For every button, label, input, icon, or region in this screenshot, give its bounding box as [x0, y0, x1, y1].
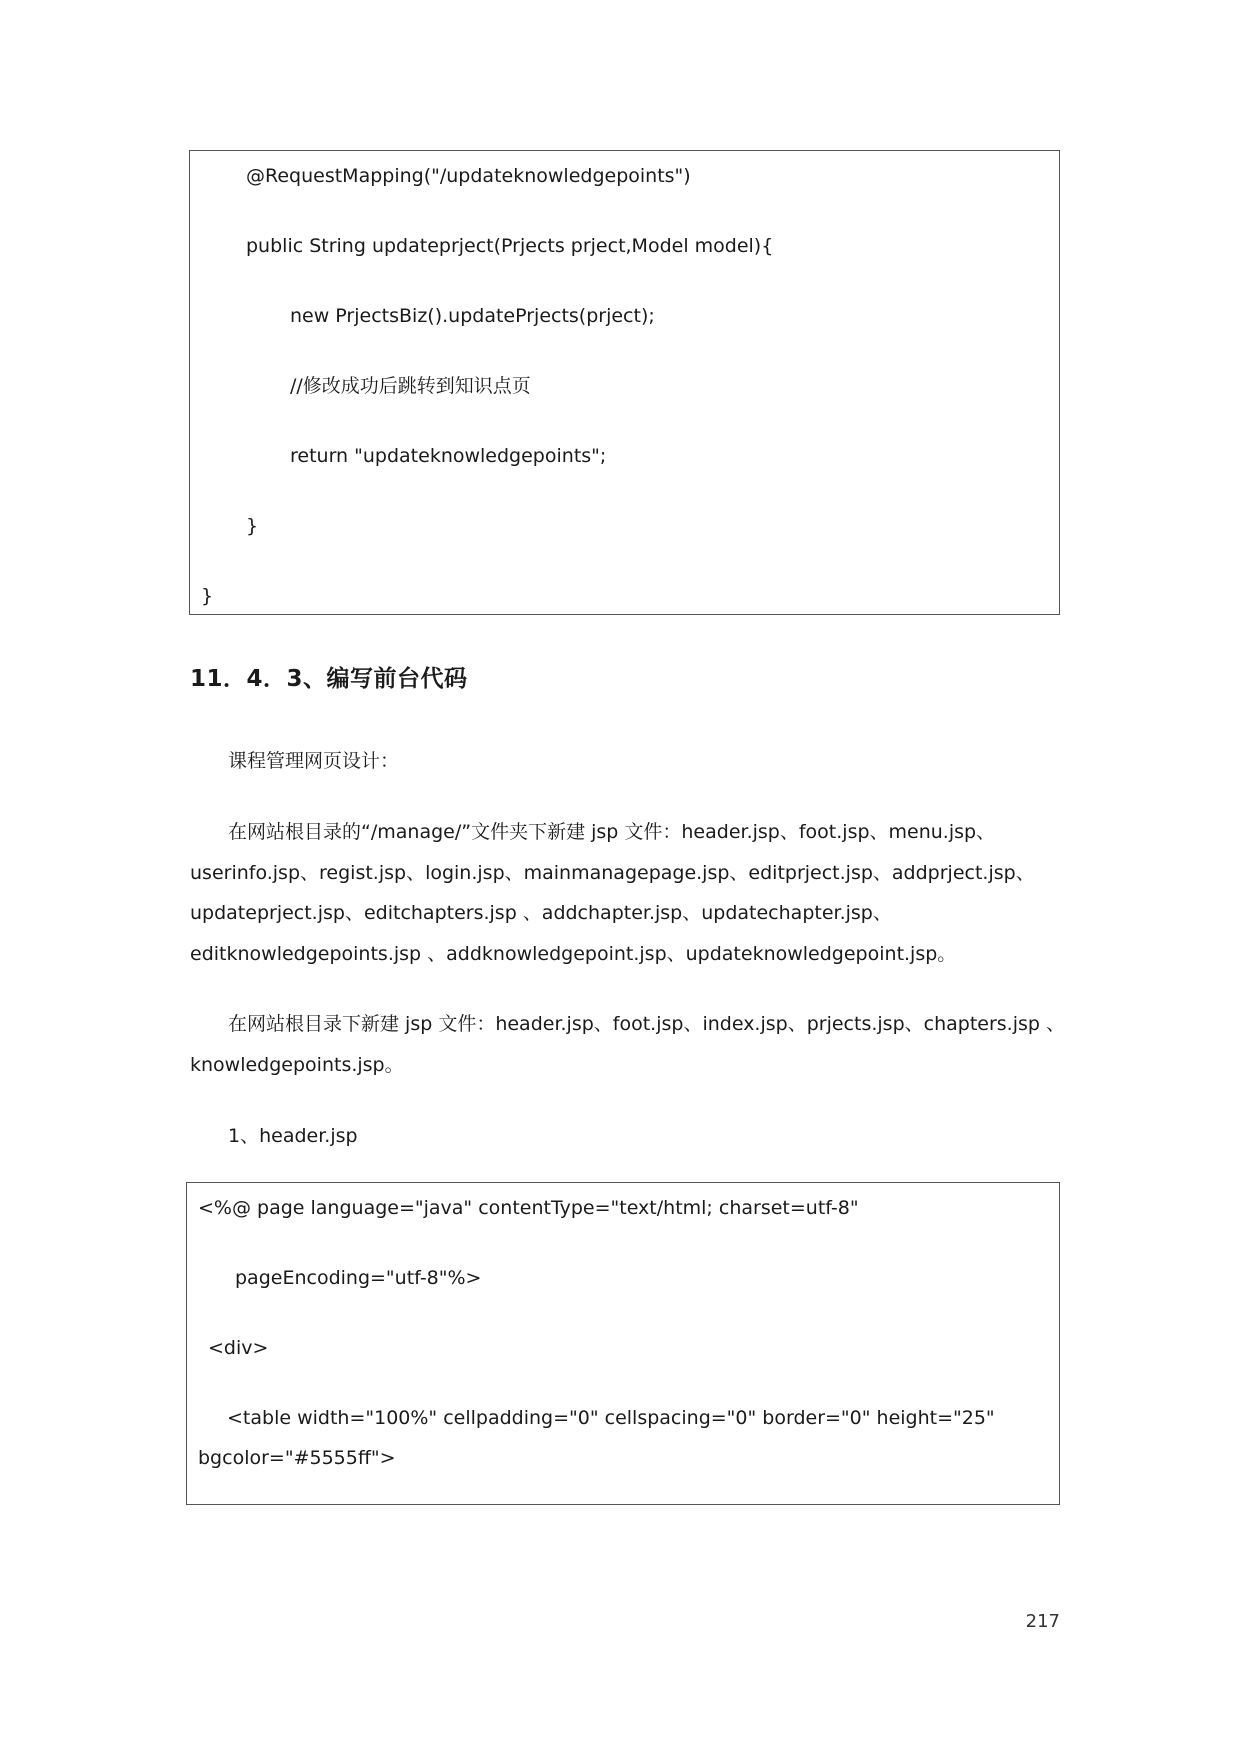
paragraph: 在网站根目录下新建 jsp 文件：header.jsp、foot.jsp、index.jsp、prjects.jsp、chapters.jsp 、knowledgepoints.jsp。: [190, 1013, 1065, 1076]
code-line: public String updateprject(Prjects prject,Model model){: [246, 235, 774, 257]
code-line: return "updateknowledgepoints";: [290, 445, 607, 467]
code-line: }: [201, 585, 214, 607]
code-line: }: [246, 515, 259, 537]
page-number: 217: [1025, 1611, 1060, 1632]
code-line: @RequestMapping("/updateknowledgepoints"): [246, 165, 691, 187]
code-line: bgcolor="#5555ff">: [198, 1447, 396, 1469]
code-line: <div>: [208, 1337, 269, 1359]
code-line: //修改成功后跳转到知识点页: [290, 375, 531, 397]
paragraph: 课程管理网页设计：: [228, 750, 400, 772]
section-heading: 11．4．3、编写前台代码: [190, 666, 468, 692]
paragraph: 在网站根目录的“/manage/”文件夹下新建 jsp 文件：header.jsp、foot.jsp、menu.jsp、userinfo.jsp、regist.jsp、login.jsp、mainmanagepage.jsp、editprject.jsp、addprject.jsp、updateprject.jsp、editchapters.jsp 、addchapter.jsp、updatechapter.jsp、editknowledgepoints.jsp 、addknowledgepoint.jsp、updateknowledgepoint.jsp。: [190, 821, 1035, 965]
code-line: <%@ page language="java" contentType="text/html; charset=utf-8": [198, 1197, 859, 1219]
code-line: pageEncoding="utf-8"%>: [235, 1267, 482, 1289]
code-block-1: [189, 150, 1060, 615]
paragraph: 1、header.jsp: [228, 1125, 358, 1147]
code-line: <table width="100%" cellpadding="0" cellspacing="0" border="0" height="25": [227, 1407, 995, 1429]
code-block-2: [186, 1182, 1060, 1505]
code-line: new PrjectsBiz().updatePrjects(prject);: [290, 305, 655, 327]
